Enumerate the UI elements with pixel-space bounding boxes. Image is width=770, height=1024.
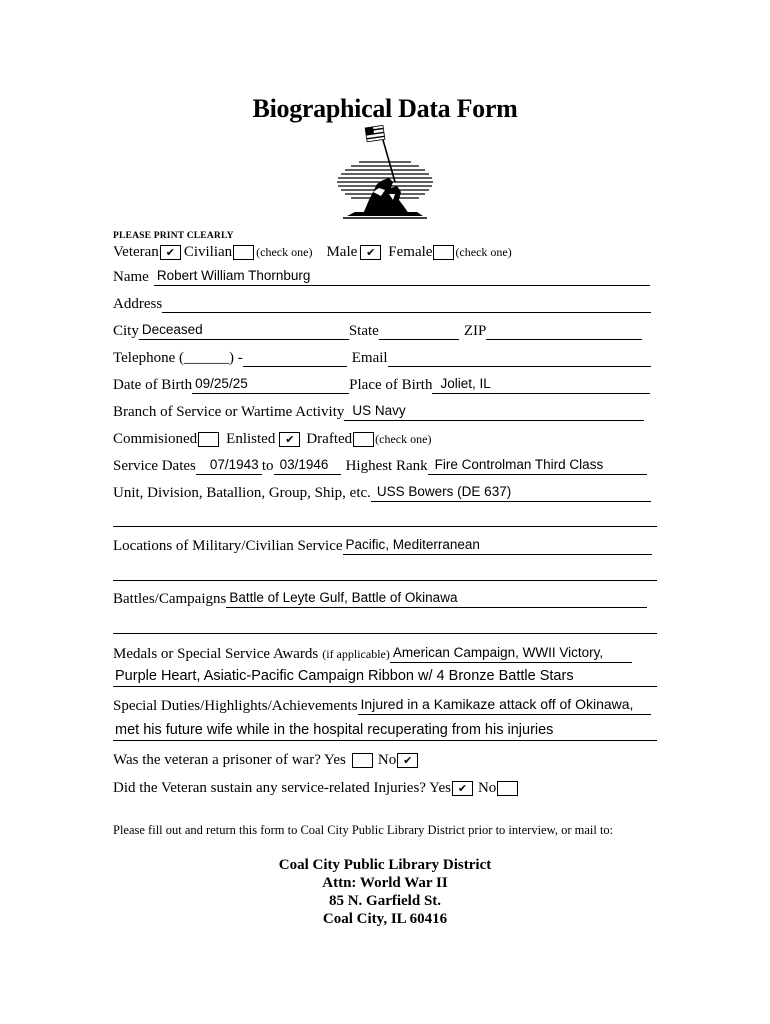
battles-extra-line[interactable] — [113, 633, 657, 634]
special-duties-label: Special Duties/Highlights/Achievements — [113, 698, 358, 714]
zip-field[interactable] — [486, 322, 642, 340]
injury-no-label: No — [477, 780, 497, 796]
pow-no-checkbox[interactable]: ✔ — [397, 753, 418, 768]
highest-rank-field[interactable] — [428, 457, 647, 475]
battles-value: Battle of Leyte Gulf, Battle of Okinawa — [229, 590, 458, 605]
pow-row — [113, 751, 419, 769]
locations-value: Pacific, Mediterranean — [345, 537, 480, 552]
check-one-note-status: (check one) — [256, 245, 313, 259]
telephone-label: Telephone (______) - — [113, 350, 243, 366]
male-checkbox[interactable]: ✔ — [360, 245, 381, 260]
flag-raising-logo-icon — [333, 122, 437, 222]
address-line: Coal City, IL 60416 — [322, 911, 448, 927]
drafted-label: Drafted — [306, 431, 353, 447]
unit-field[interactable] — [371, 484, 651, 502]
service-from-value: 07/1943 — [209, 457, 259, 472]
branch-row — [113, 403, 644, 421]
form-title: Biographical Data Form — [252, 94, 518, 123]
unit-value: USS Bowers (DE 637) — [376, 484, 512, 499]
battles-field[interactable] — [226, 590, 647, 608]
female-checkbox[interactable] — [433, 245, 454, 260]
telephone-field[interactable] — [243, 349, 347, 367]
medals-line2-field[interactable] — [113, 668, 657, 687]
enlisted-checkbox[interactable]: ✔ — [279, 432, 300, 447]
special-duties-row — [113, 697, 651, 715]
pob-label: Place of Birth — [349, 377, 433, 393]
special-duties-value-line2: met his future wife while in the hospital recuperating from his injuries — [115, 722, 554, 738]
locations-label: Locations of Military/Civilian Service — [113, 538, 343, 554]
branch-label: Branch of Service or Wartime Activity — [113, 404, 345, 420]
city-state-zip-row — [113, 322, 642, 340]
medals-label: Medals or Special Service Awards — [113, 646, 319, 662]
male-label: Male — [326, 244, 358, 260]
address-field[interactable] — [162, 295, 651, 313]
branch-value: US Navy — [352, 403, 406, 418]
city-value: Deceased — [141, 322, 203, 337]
pow-no-label: No — [377, 752, 397, 768]
city-field[interactable] — [139, 322, 349, 340]
status-gender-row — [113, 243, 512, 261]
address-label: Address — [113, 296, 163, 312]
service-to-value: 03/1946 — [279, 457, 329, 472]
service-from-field[interactable] — [196, 457, 262, 475]
state-label: State — [348, 323, 379, 339]
highest-rank-label: Highest Rank — [345, 458, 428, 474]
mailing-address — [0, 856, 770, 928]
battles-label: Battles/Campaigns — [113, 591, 227, 607]
medals-value-line1: American Campaign, WWII Victory, — [392, 645, 604, 660]
locations-row — [113, 537, 652, 555]
commissioned-label: Commisioned — [113, 431, 198, 447]
veteran-checkbox[interactable]: ✔ — [160, 245, 181, 260]
name-row — [113, 268, 650, 286]
city-label: City — [113, 323, 139, 339]
civilian-checkbox[interactable] — [233, 245, 254, 260]
pow-yes-checkbox[interactable] — [352, 753, 373, 768]
enlisted-label: Enlisted — [226, 431, 276, 447]
special-duties-line2-field[interactable] — [113, 722, 657, 741]
medals-row — [113, 645, 632, 663]
name-field[interactable] — [154, 268, 650, 286]
state-field[interactable] — [379, 322, 459, 340]
entry-type-row — [113, 430, 431, 448]
medals-value-line2: Purple Heart, Asiatic-Pacific Campaign Ribbon w/ 4 Bronze Battle Stars — [115, 668, 574, 684]
if-applicable-note: (if applicable) — [322, 647, 390, 661]
unit-label: Unit, Division, Batallion, Group, Ship, etc. — [113, 485, 371, 501]
pob-value: Joliet, IL — [440, 376, 491, 391]
telephone-email-row — [113, 349, 651, 367]
dob-label: Date of Birth — [113, 377, 193, 393]
medals-field[interactable] — [390, 645, 632, 663]
name-label: Name — [113, 269, 149, 285]
service-dates-row — [113, 457, 647, 475]
civilian-label: Civilian — [183, 244, 233, 260]
birth-row — [113, 376, 650, 394]
pob-field[interactable] — [432, 376, 650, 394]
address-row — [113, 295, 651, 313]
service-dates-label: Service Dates — [113, 458, 196, 474]
address-line: Coal City Public Library District — [278, 857, 492, 873]
email-label: Email — [351, 350, 388, 366]
injury-yes-checkbox[interactable]: ✔ — [452, 781, 473, 796]
special-duties-field[interactable] — [358, 697, 651, 715]
dob-value: 09/25/25 — [195, 376, 248, 391]
drafted-checkbox[interactable] — [353, 432, 374, 447]
address-line: Attn: World War II — [322, 875, 448, 891]
to-label: to — [261, 458, 274, 474]
name-value: Robert William Thornburg — [156, 268, 311, 283]
dob-field[interactable] — [192, 376, 349, 394]
commissioned-checkbox[interactable] — [198, 432, 219, 447]
locations-extra-line[interactable] — [113, 580, 657, 581]
return-instructions: Please fill out and return this form to Coal City Public Library District prior to interview, or mail to: — [113, 823, 614, 837]
print-clearly-note: PLEASE PRINT CLEARLY — [113, 231, 234, 241]
zip-label: ZIP — [463, 323, 487, 339]
email-field[interactable] — [388, 349, 651, 367]
check-one-note-entry: (check one) — [375, 432, 432, 446]
unit-extra-line[interactable] — [113, 526, 657, 527]
unit-row — [113, 484, 651, 502]
locations-field[interactable] — [343, 537, 652, 555]
battles-row — [113, 590, 647, 608]
address-line: 85 N. Garfield St. — [328, 893, 442, 909]
highest-rank-value: Fire Controlman Third Class — [434, 457, 604, 472]
injury-no-checkbox[interactable] — [497, 781, 518, 796]
branch-field[interactable] — [344, 403, 644, 421]
pow-label: Was the veteran a prisoner of war? Yes — [113, 752, 346, 768]
injury-row — [113, 779, 519, 797]
injury-label: Did the Veteran sustain any service-related Injuries? Yes — [113, 780, 451, 796]
check-one-note-gender: (check one) — [455, 245, 512, 259]
female-label: Female — [388, 244, 433, 260]
service-to-field[interactable] — [274, 457, 341, 475]
special-duties-value-line1: Injured in a Kamikaze attack off of Okinawa, — [360, 696, 634, 712]
veteran-label: Veteran — [113, 244, 159, 260]
